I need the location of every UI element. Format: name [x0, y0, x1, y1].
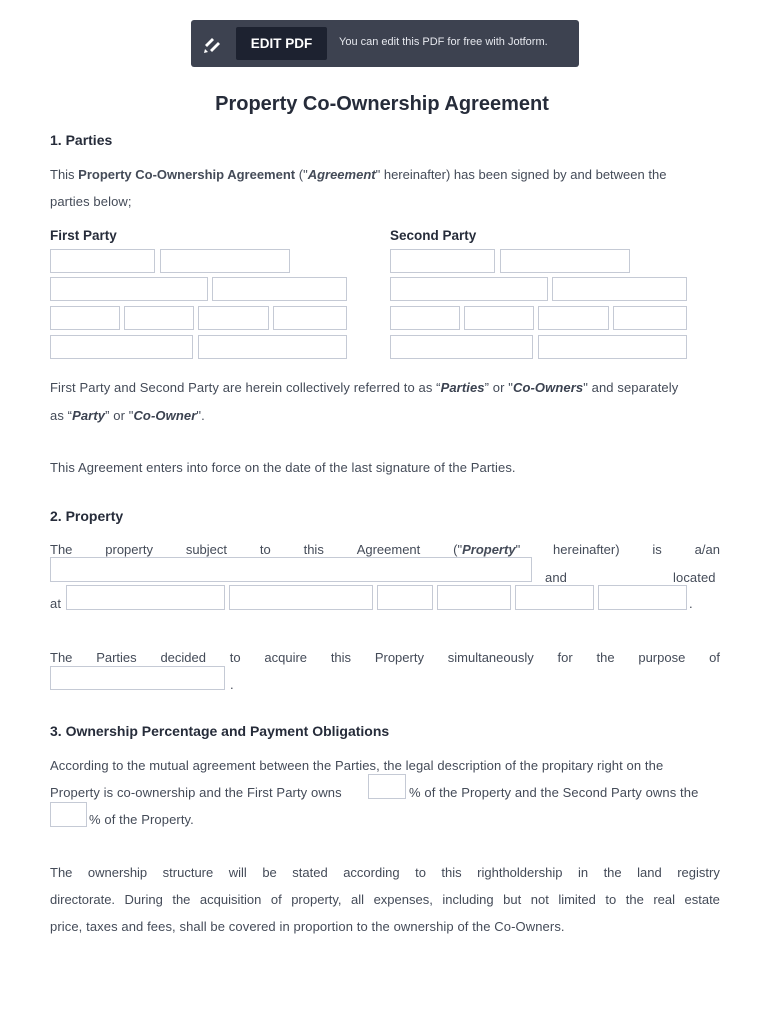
second-party-street-2-field[interactable] — [552, 277, 687, 301]
property-term: Property — [462, 542, 516, 557]
word: is — [652, 542, 662, 557]
jotform-edit-banner — [191, 20, 579, 67]
word: property — [105, 542, 153, 557]
property-street-field[interactable] — [66, 585, 225, 610]
word: rightholdership — [477, 865, 563, 880]
period: . — [230, 677, 234, 692]
second-party-last-name-field[interactable] — [500, 249, 630, 273]
ownership-line-3: % of the Property. — [89, 812, 194, 827]
second-party-zip-field[interactable] — [538, 306, 609, 330]
banner-message: You can edit this PDF for free with Jotform. — [339, 36, 548, 48]
word: to — [229, 650, 241, 665]
second-party-email-field[interactable] — [538, 335, 687, 359]
co-owners-term: Co-Owners — [512, 380, 584, 395]
word: During — [124, 892, 163, 907]
ownership-line-2a: Property is co-ownership and the First Party owns — [50, 785, 342, 800]
word: acquire — [264, 650, 308, 665]
collective-reference-line-2 — [50, 408, 205, 423]
effective-date-paragraph: This Agreement enters into force on the date of the last signature of the Parties. — [50, 460, 516, 475]
word: The — [50, 542, 73, 557]
word: the — [625, 892, 644, 907]
co-owner-term: Co-Owner — [133, 408, 197, 423]
word: limited — [558, 892, 596, 907]
word: to — [605, 892, 617, 907]
parties-term: Parties — [440, 380, 485, 395]
structure-line-3: price, taxes and fees, shall be covered in proportion to the ownership of the Co-Owners. — [50, 919, 565, 934]
text: " — [515, 542, 521, 557]
jotform-logo-icon — [201, 32, 225, 56]
first-party-city-field[interactable] — [50, 306, 120, 330]
at-text: at — [50, 596, 62, 611]
second-party-percentage-field[interactable] — [50, 802, 87, 827]
word: to — [415, 865, 426, 880]
property-zip-field[interactable] — [515, 585, 594, 610]
ownership-line-1: According to the mutual agreement between the Parties, the legal description of the propitary right on the — [50, 758, 664, 773]
text: ". — [196, 408, 205, 423]
second-party-country-field[interactable] — [613, 306, 687, 330]
word: Property — [374, 650, 424, 665]
text: as “ — [50, 408, 73, 423]
word: the — [603, 865, 622, 880]
edit-pdf-button[interactable]: EDIT PDF — [236, 27, 327, 60]
word: hereinafter) — [553, 542, 620, 557]
structure-line-1 — [50, 865, 720, 880]
second-party-state-field[interactable] — [464, 306, 534, 330]
word: subject — [185, 542, 228, 557]
property-city-field[interactable] — [377, 585, 433, 610]
section-heading-property: 2. Property — [50, 508, 124, 524]
word: acquisition — [199, 892, 262, 907]
party-term: Party — [72, 408, 106, 423]
ownership-line-2b: % of the Property and the Second Party owns the — [409, 785, 699, 800]
text: " and separately — [583, 380, 679, 395]
word: all — [351, 892, 365, 907]
first-party-label: First Party — [50, 228, 117, 243]
property-line-1 — [50, 542, 720, 557]
word: Parties — [96, 650, 137, 665]
word: the — [596, 650, 615, 665]
structure-line-2 — [50, 892, 720, 907]
located-text: located — [673, 570, 716, 585]
word: simultaneously — [447, 650, 534, 665]
word: land — [637, 865, 662, 880]
word: according — [343, 865, 400, 880]
purpose-field[interactable] — [50, 666, 225, 690]
word: directorate. — [50, 892, 116, 907]
word: ownership — [87, 865, 148, 880]
text: ” or " — [484, 380, 513, 395]
first-party-phone-field[interactable] — [50, 335, 193, 359]
second-party-city-field[interactable] — [390, 306, 460, 330]
agreement-name: Property Co-Ownership Agreement — [78, 167, 296, 182]
word: this — [330, 650, 352, 665]
property-term-group — [453, 542, 520, 557]
first-party-street-field[interactable] — [50, 277, 208, 301]
word: registry — [677, 865, 720, 880]
first-party-street-2-field[interactable] — [212, 277, 347, 301]
text: (" — [295, 167, 308, 182]
section-heading-parties: 1. Parties — [50, 132, 113, 148]
agreement-term: Agreement — [307, 167, 376, 182]
collective-reference-line-1 — [50, 380, 678, 395]
first-party-zip-field[interactable] — [198, 306, 269, 330]
first-party-state-field[interactable] — [124, 306, 194, 330]
word: in — [577, 865, 589, 880]
property-type-field[interactable] — [50, 557, 532, 582]
section-heading-ownership: 3. Ownership Percentage and Payment Obligations — [50, 723, 390, 739]
first-party-first-name-field[interactable] — [50, 249, 155, 273]
word: property, — [291, 892, 342, 907]
period: . — [689, 596, 693, 611]
word: The — [50, 865, 73, 880]
word: will — [228, 865, 247, 880]
word: stated — [292, 865, 328, 880]
property-state-field[interactable] — [437, 585, 511, 610]
word: expenses, — [373, 892, 433, 907]
word: purpose — [638, 650, 686, 665]
first-party-email-field[interactable] — [198, 335, 347, 359]
word: be — [262, 865, 277, 880]
first-party-percentage-field[interactable] — [368, 774, 406, 799]
parties-intro-line-2: parties below; — [50, 194, 132, 209]
word: including — [442, 892, 494, 907]
word: but — [503, 892, 522, 907]
word: this — [441, 865, 462, 880]
word: the — [172, 892, 191, 907]
text: (" — [453, 542, 463, 557]
purpose-line — [50, 650, 720, 665]
word: of — [709, 650, 720, 665]
word: estate — [684, 892, 720, 907]
parties-intro-line-1 — [50, 167, 720, 182]
word: this — [303, 542, 324, 557]
word: real — [653, 892, 675, 907]
first-party-country-field[interactable] — [273, 306, 347, 330]
text: First Party and Second Party are herein collectively referred to as “ — [50, 380, 441, 395]
word: structure — [162, 865, 214, 880]
word: decided — [160, 650, 206, 665]
text: This — [50, 167, 79, 182]
second-party-phone-field[interactable] — [390, 335, 533, 359]
first-party-last-name-field[interactable] — [160, 249, 290, 273]
second-party-label: Second Party — [390, 228, 477, 243]
text: " hereinafter) has been signed by and between the — [375, 167, 667, 182]
second-party-street-field[interactable] — [390, 277, 548, 301]
word: The — [50, 650, 73, 665]
word: a/an — [694, 542, 720, 557]
word: to — [259, 542, 271, 557]
second-party-first-name-field[interactable] — [390, 249, 495, 273]
text: ” or " — [105, 408, 134, 423]
property-street-2-field[interactable] — [229, 585, 373, 610]
document-title: Property Co-Ownership Agreement — [215, 93, 549, 115]
word: for — [557, 650, 573, 665]
and-text: and — [545, 570, 567, 585]
word: not — [530, 892, 549, 907]
word: Agreement — [356, 542, 421, 557]
word: of — [270, 892, 282, 907]
property-country-field[interactable] — [598, 585, 687, 610]
